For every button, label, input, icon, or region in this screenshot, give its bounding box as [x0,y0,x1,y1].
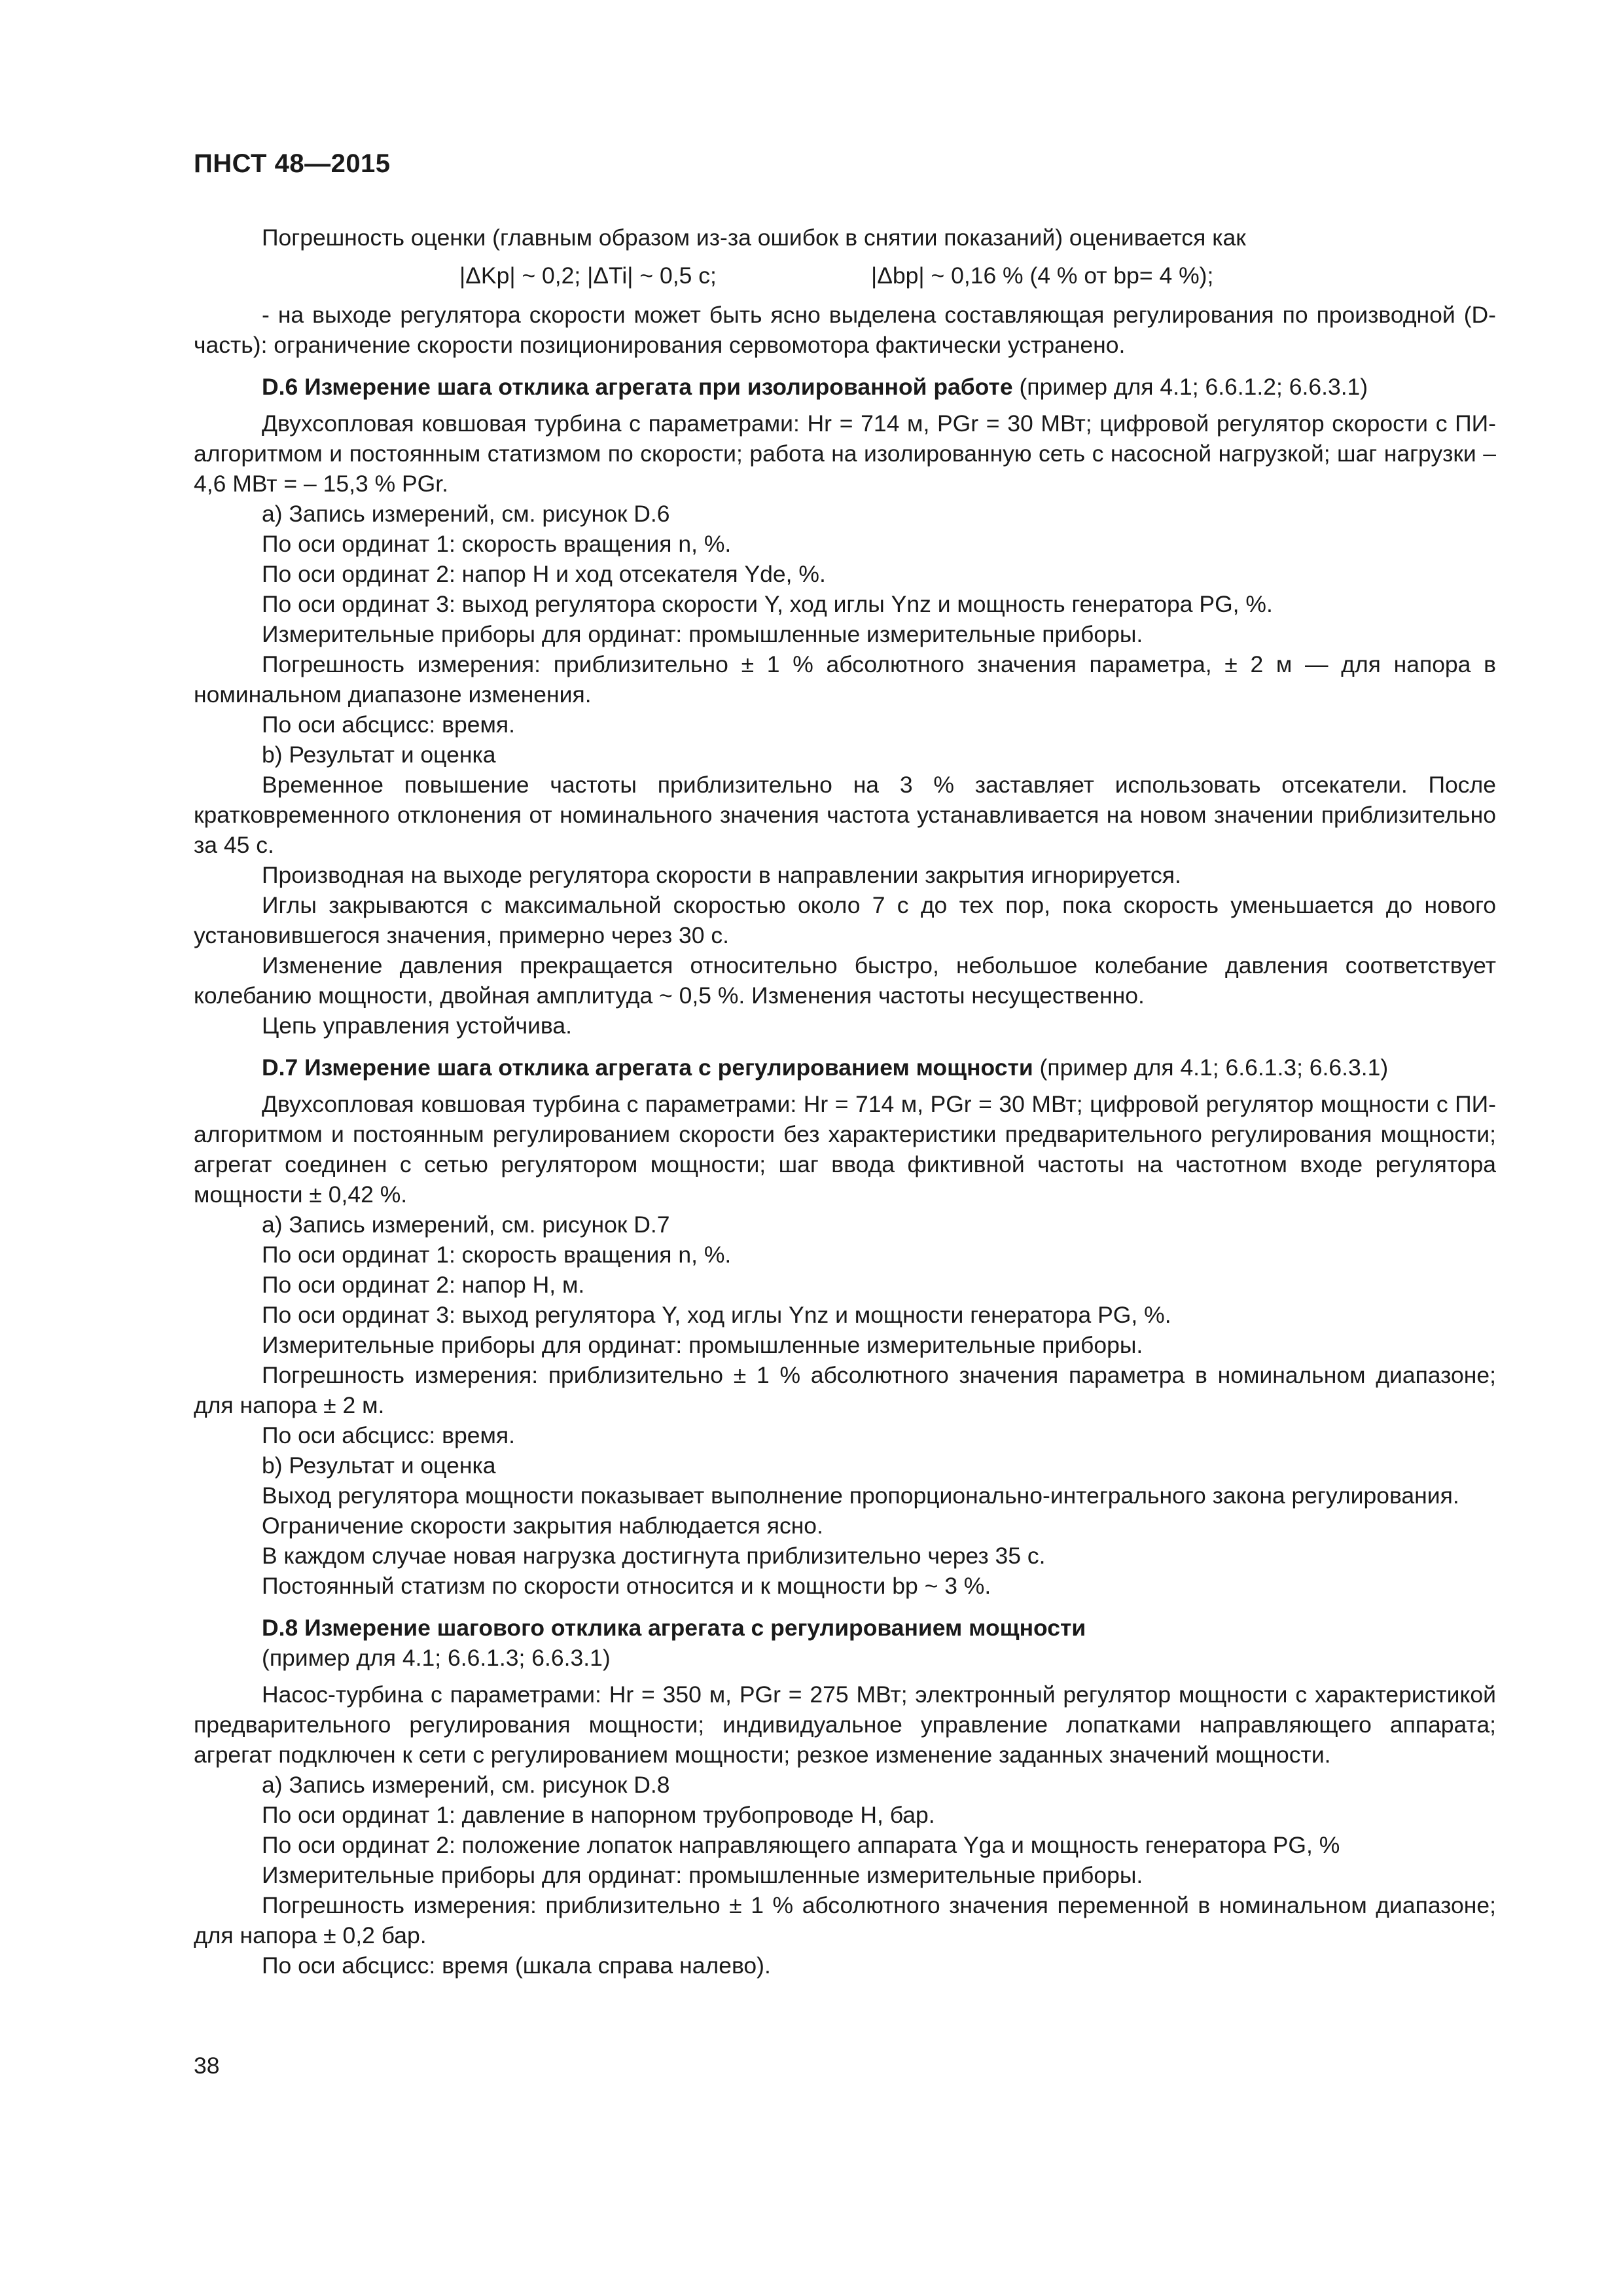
d7-turbine: Двухсопловая ковшовая турбина с параметрами: Hr = 714 м, PGr = 30 МВт; цифровой регулятор мощности с ПИ-алгоритмом и постоянным регулированием скорости без характеристики предварительного регулирования мощности; агрегат соединен с сетью регулятором мощности; шаг ввода фиктивной частоты на частотном входе регулятора мощности ± 0,42 %. [194,1091,1496,1208]
section-d8-heading [194,1613,1496,1643]
d8-axis2: По оси ординат 2: положение лопаток направляющего аппарата Yga и мощность генератора PG, % [262,1832,1340,1858]
d6-abscissa: По оси абсцисс: время. [262,711,515,738]
d8-axis1: По оси ординат 1: давление в напорном трубопроводе H, бар. [262,1802,935,1828]
section-d7-title: D.7 Измерение шага отклика агрегата с регулированием мощности [262,1054,1033,1081]
section-d6-heading [194,372,1496,402]
d8-accuracy: Погрешность измерения: приблизительно ± 1 % абсолютного значения переменной в номинальном диапазоне; для напора ± 0,2 бар. [194,1892,1496,1948]
document-header: ПНСТ 48—2015 [194,149,391,178]
d6-record: а) Запись измерений, см. рисунок D.6 [262,501,670,527]
d6-axis2: По оси ординат 2: напор H и ход отсекателя Yde, %. [262,561,826,587]
d7-axis2: По оси ординат 2: напор H, м. [262,1272,585,1298]
d6-instruments: Измерительные приборы для ординат: промышленные измерительные приборы. [262,621,1143,647]
d7-result-1: Выход регулятора мощности показывает выполнение пропорционально-интегрального закона регулирования. [262,1482,1459,1509]
d7-axis3: По оси ординат 3: выход регулятора Y, ход иглы Ynz и мощности генератора PG, %. [262,1302,1171,1328]
d6-accuracy: Погрешность измерения: приблизительно ± 1 % абсолютного значения параметра, ± 2 м — для напора в номинальном диапазоне изменения. [194,651,1496,708]
section-d7-ref: (пример для 4.1; 6.6.1.3; 6.6.3.1) [1033,1054,1389,1081]
dpart-note: - на выходе регулятора скорости может быть ясно выделена составляющая регулирования по производной (D-часть): ограничение скорости позиционирования сервомотора фактически устранено. [194,302,1496,358]
error-formula [194,260,1496,292]
d7-instruments: Измерительные приборы для ординат: промышленные измерительные приборы. [262,1332,1143,1358]
d6-axis3: По оси ординат 3: выход регулятора скорости Y, ход иглы Ynz и мощность генератора PG, %. [262,591,1273,617]
d7-result-4: Постоянный статизм по скорости относится и к мощности bp ~ 3 %. [262,1573,991,1599]
d7-result-3: В каждом случае новая нагрузка достигнута приблизительно через 35 с. [262,1543,1046,1569]
d8-abscissa: По оси абсцисс: время (шкала справа налево). [262,1952,771,1979]
section-d6-ref: (пример для 4.1; 6.6.1.2; 6.6.3.1) [1012,374,1368,400]
d6-result-4: Изменение давления прекращается относительно быстро, небольшое колебание давления соответствует колебанию мощности, двойная амплитуда ~ 0,5 %. Изменения частоты несущественно. [194,952,1496,1009]
document-body [194,223,1496,1981]
section-d6-title: D.6 Измерение шага отклика агрегата при изолированной работе [262,374,1013,400]
d7-abscissa: По оси абсцисс: время. [262,1422,515,1448]
section-d8-ref: (пример для 4.1; 6.6.1.3; 6.6.3.1) [262,1645,611,1671]
d6-result-heading: b) Результат и оценка [262,742,496,768]
d7-axis1: По оси ординат 1: скорость вращения n, %. [262,1242,732,1268]
page-number: 38 [194,2053,220,2079]
d6-axis1: По оси ординат 1: скорость вращения n, %. [262,531,732,557]
d8-record: а) Запись измерений, см. рисунок D.8 [262,1772,670,1798]
d6-result-5: Цепь управления устойчива. [262,1013,572,1039]
d7-accuracy: Погрешность измерения: приблизительно ± 1 % абсолютного значения параметра в номинальном диапазоне; для напора ± 2 м. [194,1362,1496,1418]
section-d8-title: D.8 Измерение шагового отклика агрегата с регулированием мощности [262,1615,1086,1641]
d6-result-1: Временное повышение частоты приблизительно на 3 % заставляет использовать отсекатели. После кратковременного отклонения от номинального значения частота устанавливается на новом значении приблизительно за 45 с. [194,772,1496,858]
section-d7-heading [194,1052,1496,1083]
d8-turbine: Насос-турбина с параметрами: Hr = 350 м, PGr = 275 МВт; электронный регулятор мощности с характеристикой предварительного регулирования мощности; индивидуальное управление лопатками направляющего аппарата; агрегат подключен к сети с регулированием мощности; резкое изменение заданных значений мощности. [194,1681,1496,1768]
d7-record: а) Запись измерений, см. рисунок D.7 [262,1211,670,1238]
formula-right: |Δbp| ~ 0,16 % (4 % от bp= 4 %); [871,262,1214,289]
formula-left: |ΔKp| ~ 0,2; |ΔTi| ~ 0,5 c; [459,262,717,289]
d6-result-2: Производная на выходе регулятора скорости в направлении закрытия игнорируется. [262,862,1181,888]
d8-instruments: Измерительные приборы для ординат: промышленные измерительные приборы. [262,1862,1143,1888]
d6-result-3: Иглы закрываются с максимальной скоростью около 7 с до тех пор, пока скорость уменьшается до нового установившегося значения, примерно через 30 с. [194,892,1496,948]
d7-result-2: Ограничение скорости закрытия наблюдается ясно. [262,1513,823,1539]
d7-result-heading: b) Результат и оценка [262,1452,496,1479]
error-estimate-text: Погрешность оценки (главным образом из-за ошибок в снятии показаний) оценивается как [262,224,1246,251]
d6-turbine: Двухсопловая ковшовая турбина с параметрами: Hr = 714 м, PGr = 30 МВт; цифровой регулятор скорости с ПИ-алгоритмом и постоянным статизмом по скорости; работа на изолированную сеть с насосной нагрузкой; шаг нагрузки – 4,6 МВт = – 15,3 % PGr. [194,410,1496,497]
